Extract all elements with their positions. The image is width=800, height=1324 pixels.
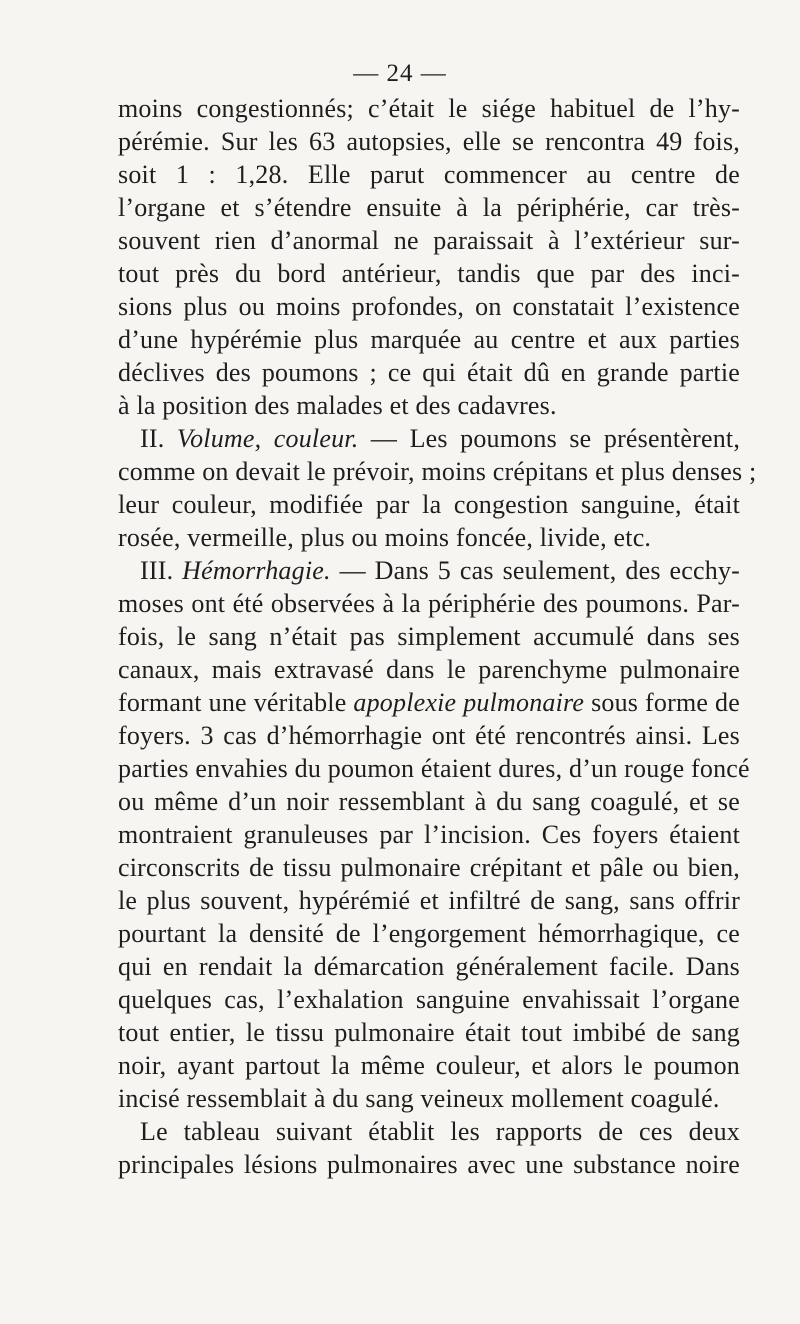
text-line: rosée, vermeille, plus ou moins foncée, livide, etc. [118, 523, 652, 552]
text-line: quelques cas, l’exhalation sanguine envahissait l’organe [118, 985, 740, 1014]
text-line: pourtant la densité de l’engorgement hémorrhagique, ce [118, 919, 740, 948]
text-line: principales lésions pulmonaires avec une substance noire [118, 1150, 740, 1179]
apoplexie-term: apoplexie pulmonaire [353, 688, 585, 717]
text-line: l’organe et s’étendre ensuite à la périphérie, car très- [118, 193, 740, 222]
text-line: souvent rien d’anormal ne paraissait à l’extérieur sur- [118, 226, 740, 255]
body-text [118, 92, 757, 1181]
text-line-fragment: sous forme de [591, 688, 740, 717]
text-line: déclives des poumons ; ce qui était dû en grande partie [118, 358, 740, 387]
section-ii-title: Volume, couleur. [176, 424, 359, 453]
text-line: tout près du bord antérieur, tandis que par des inci- [118, 259, 740, 288]
text-line: circonscrits de tissu pulmonaire crépitant et pâle ou bien, [118, 853, 740, 882]
text-line: leur couleur, modifiée par la congestion sanguine, était [118, 490, 740, 519]
section-ii-heading-line [118, 422, 740, 455]
text-line: montraient granuleuses par l’incision. Ces foyers étaient [118, 820, 740, 849]
apoplexie-line [118, 686, 740, 719]
text-line: soit 1 : 1,28. Elle parut commencer au centre de [118, 160, 740, 189]
text-line: d’une hypérémie plus marquée au centre et aux parties [118, 325, 740, 354]
text-line: pérémie. Sur les 63 autopsies, elle se rencontra 49 fois, [118, 127, 740, 156]
text-line-fragment: — Dans 5 cas seulement, des ecchy- [339, 556, 740, 585]
text-line: le plus souvent, hypérémié et infiltré de sang, sans offrir [118, 886, 740, 915]
text-line: qui en rendait la démarcation généralement facile. Dans [118, 952, 740, 981]
text-line: fois, le sang n’était pas simplement accumulé dans ses [118, 622, 740, 651]
page-number: — 24 — [353, 60, 447, 87]
text-line: canaux, mais extravasé dans le parenchyme pulmonaire [118, 655, 740, 684]
text-line: sions plus ou moins profondes, on constatait l’existence [118, 292, 740, 321]
section-iii-label: III. [140, 556, 174, 585]
text-line: foyers. 3 cas d’hémorrhagie ont été rencontrés ainsi. Les [118, 721, 740, 750]
text-line: ou même d’un noir ressemblant à du sang coagulé, et se [118, 787, 740, 816]
text-line: moins congestionnés; c’était le siége habituel de l’hy- [118, 94, 740, 123]
text-line: Le tableau suivant établit les rapports de ces deux [140, 1117, 740, 1146]
text-line: tout entier, le tissu pulmonaire était tout imbibé de sang [118, 1018, 740, 1047]
text-line-fragment: formant une véritable [118, 688, 347, 717]
section-iii-heading-line [118, 554, 740, 587]
text-line: incisé ressemblait à du sang veineux mollement coagulé. [118, 1084, 720, 1113]
text-line: comme on devait le prévoir, moins crépitans et plus denses ; [118, 457, 757, 486]
text-line-fragment: — Les poumons se présentèrent, [370, 424, 741, 453]
text-line: moses ont été observées à la périphérie des poumons. Par- [118, 589, 740, 618]
text-line: parties envahies du poumon étaient dures, d’un rouge foncé [118, 754, 750, 783]
text-line: noir, ayant partout la même couleur, et alors le poumon [118, 1051, 740, 1080]
section-ii-label: II. [140, 424, 165, 453]
section-iii-title: Hémorrhagie. [182, 556, 331, 585]
text-line: à la position des malades et des cadavres. [118, 391, 557, 420]
